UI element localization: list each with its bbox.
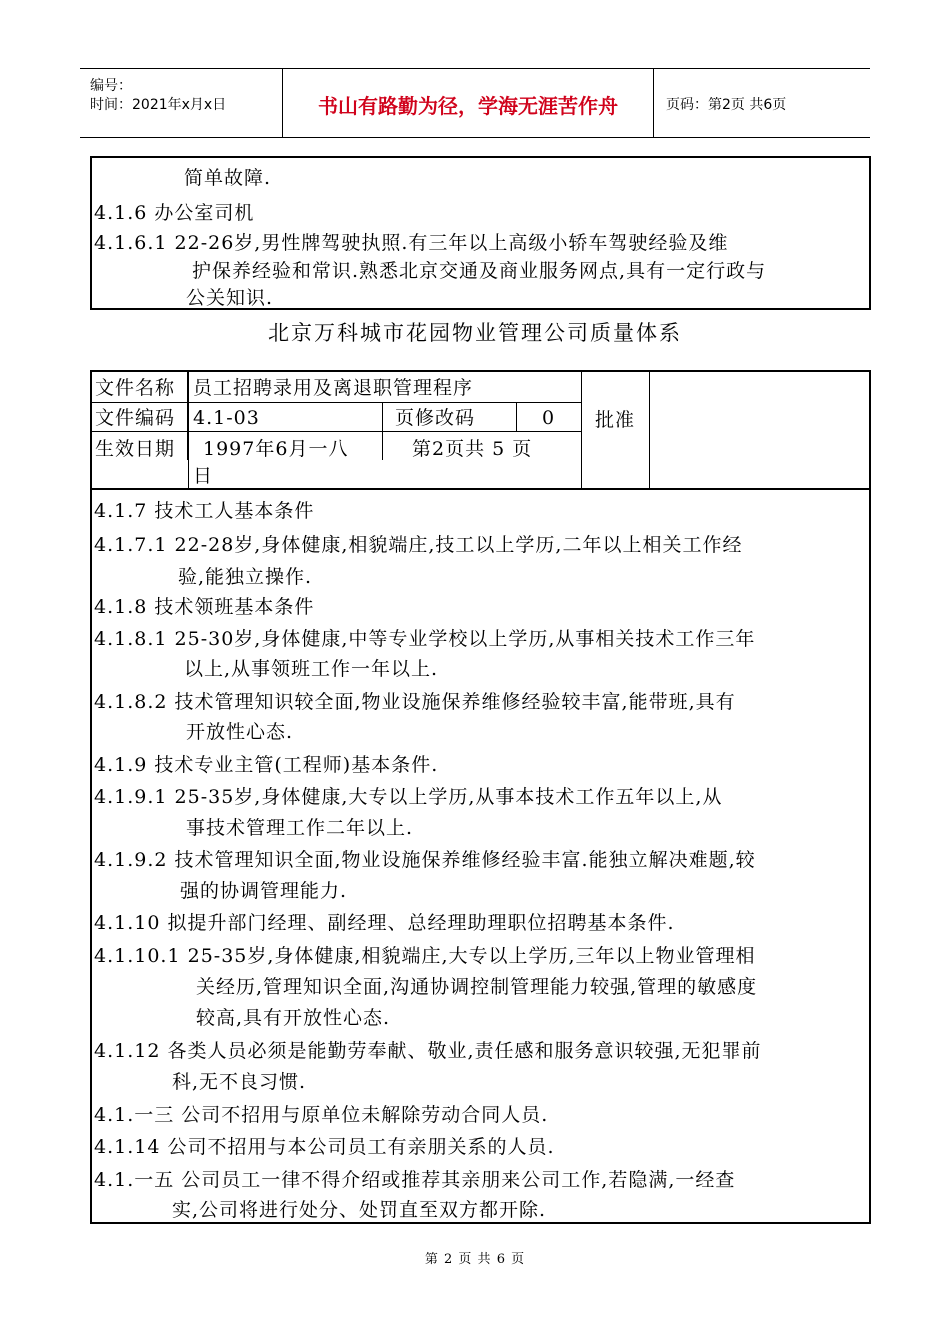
document-info-table xyxy=(90,370,871,490)
header-page-number: 页码：第2页 共6页 xyxy=(666,97,787,113)
text-line: 4.1.14 公司不招用与本公司员工有亲朋关系的人员. xyxy=(94,1136,555,1158)
text-line: 4.1.7.1 22-28岁,身体健康,相貌端庄,技工以上学历,二年以上相关工作经 xyxy=(94,534,743,556)
effective-date-value-cont: 日 xyxy=(193,465,214,487)
effective-date-value: 1997年6月一八 xyxy=(203,438,349,460)
file-name-label: 文件名称 xyxy=(95,377,176,399)
table-divider xyxy=(581,372,582,488)
text-line: 简单故障. xyxy=(184,167,272,189)
text-line: 科,无不良习惯. xyxy=(172,1071,307,1093)
text-line: 4.1.一三 公司不招用与原单位未解除劳动合同人员. xyxy=(94,1104,549,1126)
effective-date-label: 生效日期 xyxy=(95,438,176,460)
text-line: 关经历,管理知识全面,沟通协调控制管理能力较强,管理的敏感度 xyxy=(196,976,758,998)
text-line: 4.1.8 技术领班基本条件 xyxy=(94,596,315,618)
text-line: 4.1.10 拟提升部门经理、副经理、总经理助理职位招聘基本条件. xyxy=(94,912,675,934)
text-line: 实,公司将进行处分、处罚直至双方都开除. xyxy=(172,1199,547,1221)
text-line: 较高,具有开放性心态. xyxy=(196,1007,391,1029)
page-footer: 第 2 页 共 6 页 xyxy=(424,1252,526,1267)
text-line: 护保养经验和常识.熟悉北京交通及商业服务网点,具有一定行政与 xyxy=(192,260,767,282)
page-header xyxy=(80,68,870,138)
page-count-value: 第2页共 5 页 xyxy=(412,438,533,460)
text-line: 以上,从事领班工作一年以上. xyxy=(184,658,439,680)
text-line: 4.1.9.2 技术管理知识全面,物业设施保养维修经验丰富.能独立解决难题,较 xyxy=(94,849,756,871)
text-line: 4.1.9.1 25-35岁,身体健康,大专以上学历,从事本技术工作五年以上,从 xyxy=(94,786,723,808)
text-line: 4.1.8.2 技术管理知识较全面,物业设施保养维修经验较丰富,能带班,具有 xyxy=(94,691,736,713)
approve-label: 批准 xyxy=(595,409,636,431)
table-divider xyxy=(92,402,581,403)
revision-label: 页修改码 xyxy=(395,407,476,429)
top-section-box xyxy=(90,156,871,310)
revision-value: 0 xyxy=(542,407,556,429)
document-number-label: 编号： xyxy=(90,78,132,94)
text-line: 公关知识. xyxy=(186,287,274,309)
document-time-label: 时间：2021年x月x日 xyxy=(90,97,227,113)
text-line: 4.1.7 技术工人基本条件 xyxy=(94,500,315,522)
table-divider xyxy=(516,403,517,432)
text-line: 4.1.一五 公司员工一律不得介绍或推荐其亲朋来公司工作,若隐满,一经查 xyxy=(94,1169,736,1191)
file-code-value: 4.1-03 xyxy=(193,407,260,429)
text-line: 4.1.9 技术专业主管(工程师)基本条件. xyxy=(94,754,439,776)
text-line: 开放性心态. xyxy=(186,721,294,743)
table-divider xyxy=(188,372,189,488)
document-title: 北京万科城市花园物业管理公司质量体系 xyxy=(268,321,682,345)
header-motto-cell xyxy=(283,69,654,137)
file-code-label: 文件编码 xyxy=(95,407,176,429)
text-line: 事技术管理工作二年以上. xyxy=(186,817,414,839)
text-line: 强的协调管理能力. xyxy=(180,880,348,902)
table-divider xyxy=(649,372,650,488)
table-divider xyxy=(92,431,581,432)
header-meta-cell xyxy=(80,69,283,137)
text-line: 4.1.6 办公室司机 xyxy=(94,202,255,224)
header-page-cell xyxy=(654,69,870,137)
header-motto: 书山有路勤为径，学海无涯苦作舟 xyxy=(318,94,618,118)
text-line: 4.1.10.1 25-35岁,身体健康,相貌端庄,大专以上学历,三年以上物业管理相 xyxy=(94,945,756,967)
file-name-value: 员工招聘录用及离退职管理程序 xyxy=(193,377,474,399)
main-section-box xyxy=(90,488,871,1224)
text-line: 4.1.6.1 22-26岁,男性牌驾驶执照.有三年以上高级小轿车驾驶经验及维 xyxy=(94,232,729,254)
text-line: 4.1.12 各类人员必须是能勤劳奉献、敬业,责任感和服务意识较强,无犯罪前 xyxy=(94,1040,762,1062)
text-line: 验,能独立操作. xyxy=(178,566,313,588)
text-line: 4.1.8.1 25-30岁,身体健康,中等专业学校以上学历,从事相关技术工作三年 xyxy=(94,628,756,650)
